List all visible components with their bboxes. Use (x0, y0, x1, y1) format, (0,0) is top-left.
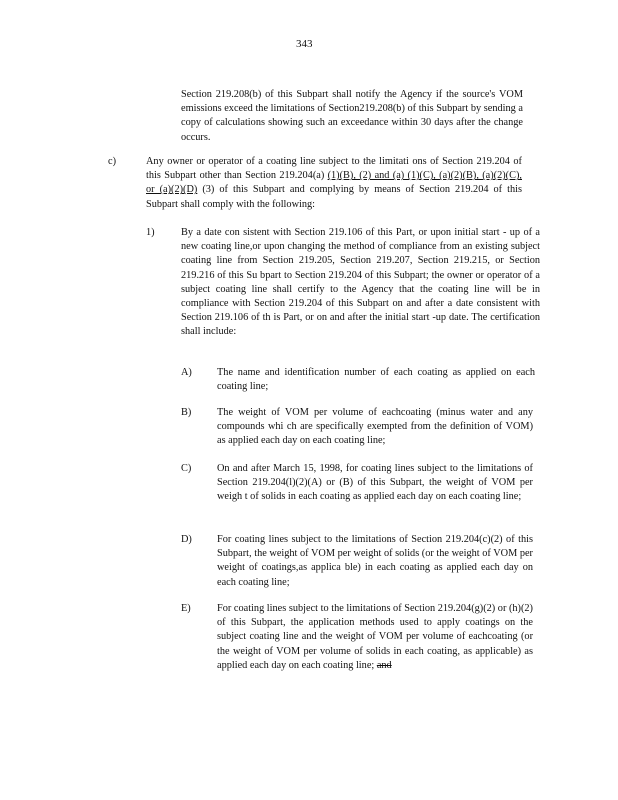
subitem-e-label: E) (181, 603, 191, 614)
item-c-underlined-text: (1)(B), (2) and (a) (1)(C), (a)(2)(B), (a)(2)(C), or (a)(2)(D) (146, 170, 522, 196)
subitem-e-text: For coating lines subject to the limitations of Section 219.204(g)(2) or (h)(2) of this Subpart, the application methods used to apply coatings on the subject coating line and the weight of VOM per volume of eachcoating (or the weight of VOM per volume of solids in each coating, as applicable) as applied each day on each coating line; (217, 603, 533, 671)
subitem-c-paragraph (217, 462, 533, 505)
subitem-a-label: A) (181, 367, 192, 378)
intro-text: Section 219.208(b) of this Subpart shall notify the Agency if the source's VOM emissions exceed the limitations of Section219.208(b) of this Subpart by sending a copy of calculations showing such an exceedance within 30 days after the change occurs. (181, 89, 523, 143)
subitem-e-paragraph (217, 602, 533, 673)
subitem-b-label: B) (181, 407, 192, 418)
subitem-d-text: For coating lines subject to the limitations of Section 219.204(c)(2) of this Subpart, the weight of VOM per weight of solids (or the weight of VOM per weight of coatings,as applica ble) in each coating as applied each day on each coating line; (217, 534, 533, 588)
subitem-a-text: The name and identification number of each coating as applied on each coating line; (217, 367, 535, 393)
intro-paragraph (181, 88, 523, 145)
subitem-e-struck-text: and (376, 659, 392, 671)
item-1-label: 1) (146, 227, 155, 238)
subitem-d-label: D) (181, 534, 192, 545)
item-c-paragraph (146, 155, 522, 212)
subitem-a-paragraph (217, 366, 535, 394)
item-c-text-after: (3) of this Subpart and complying by means of Section 219.204 of this Subpart shall comply with the following: (146, 184, 522, 210)
item-c-label: c) (108, 156, 116, 167)
page-number: 343 (296, 38, 313, 50)
subitem-c-text: On and after March 15, 1998, for coating lines subject to the limitations of Section 219.204(l)(2)(A) or (B) of this Subpart, the weight of VOM per weigh t of solids in each coating as applied each day on each coating line; (217, 463, 533, 503)
subitem-c-label: C) (181, 463, 192, 474)
subitem-b-paragraph (217, 406, 533, 449)
item-c-text-before: Any owner or operator of a coating line subject to the limitati ons of Section 219.204 of this Subpart other than Section 219.204(a) (146, 156, 522, 182)
item-1-text: By a date con sistent with Section 219.106 of this Part, or upon initial start - up of a new coating line,or upon changing the method of compliance from an existing subject coating line from Section 219.205, Section 219.207, Section 219.215, or Section 219.216 of this Su bpart to Section 219.204 of this Subpart; the owner or operator of a subject coating line shall certify to the Agency that the coating line will be in compliance with Section 219.204 of this Subpart on and after a date consistent with Section 219.106 of th is Part, or on and after the initial start -up date. The certification shall include: (181, 227, 540, 338)
item-1-paragraph (181, 226, 540, 340)
subitem-b-text: The weight of VOM per volume of eachcoating (minus water and any compounds whi ch are specifically exempted from the definition of VOM) as applied each day on each coating line; (217, 407, 533, 447)
subitem-d-paragraph (217, 533, 533, 590)
